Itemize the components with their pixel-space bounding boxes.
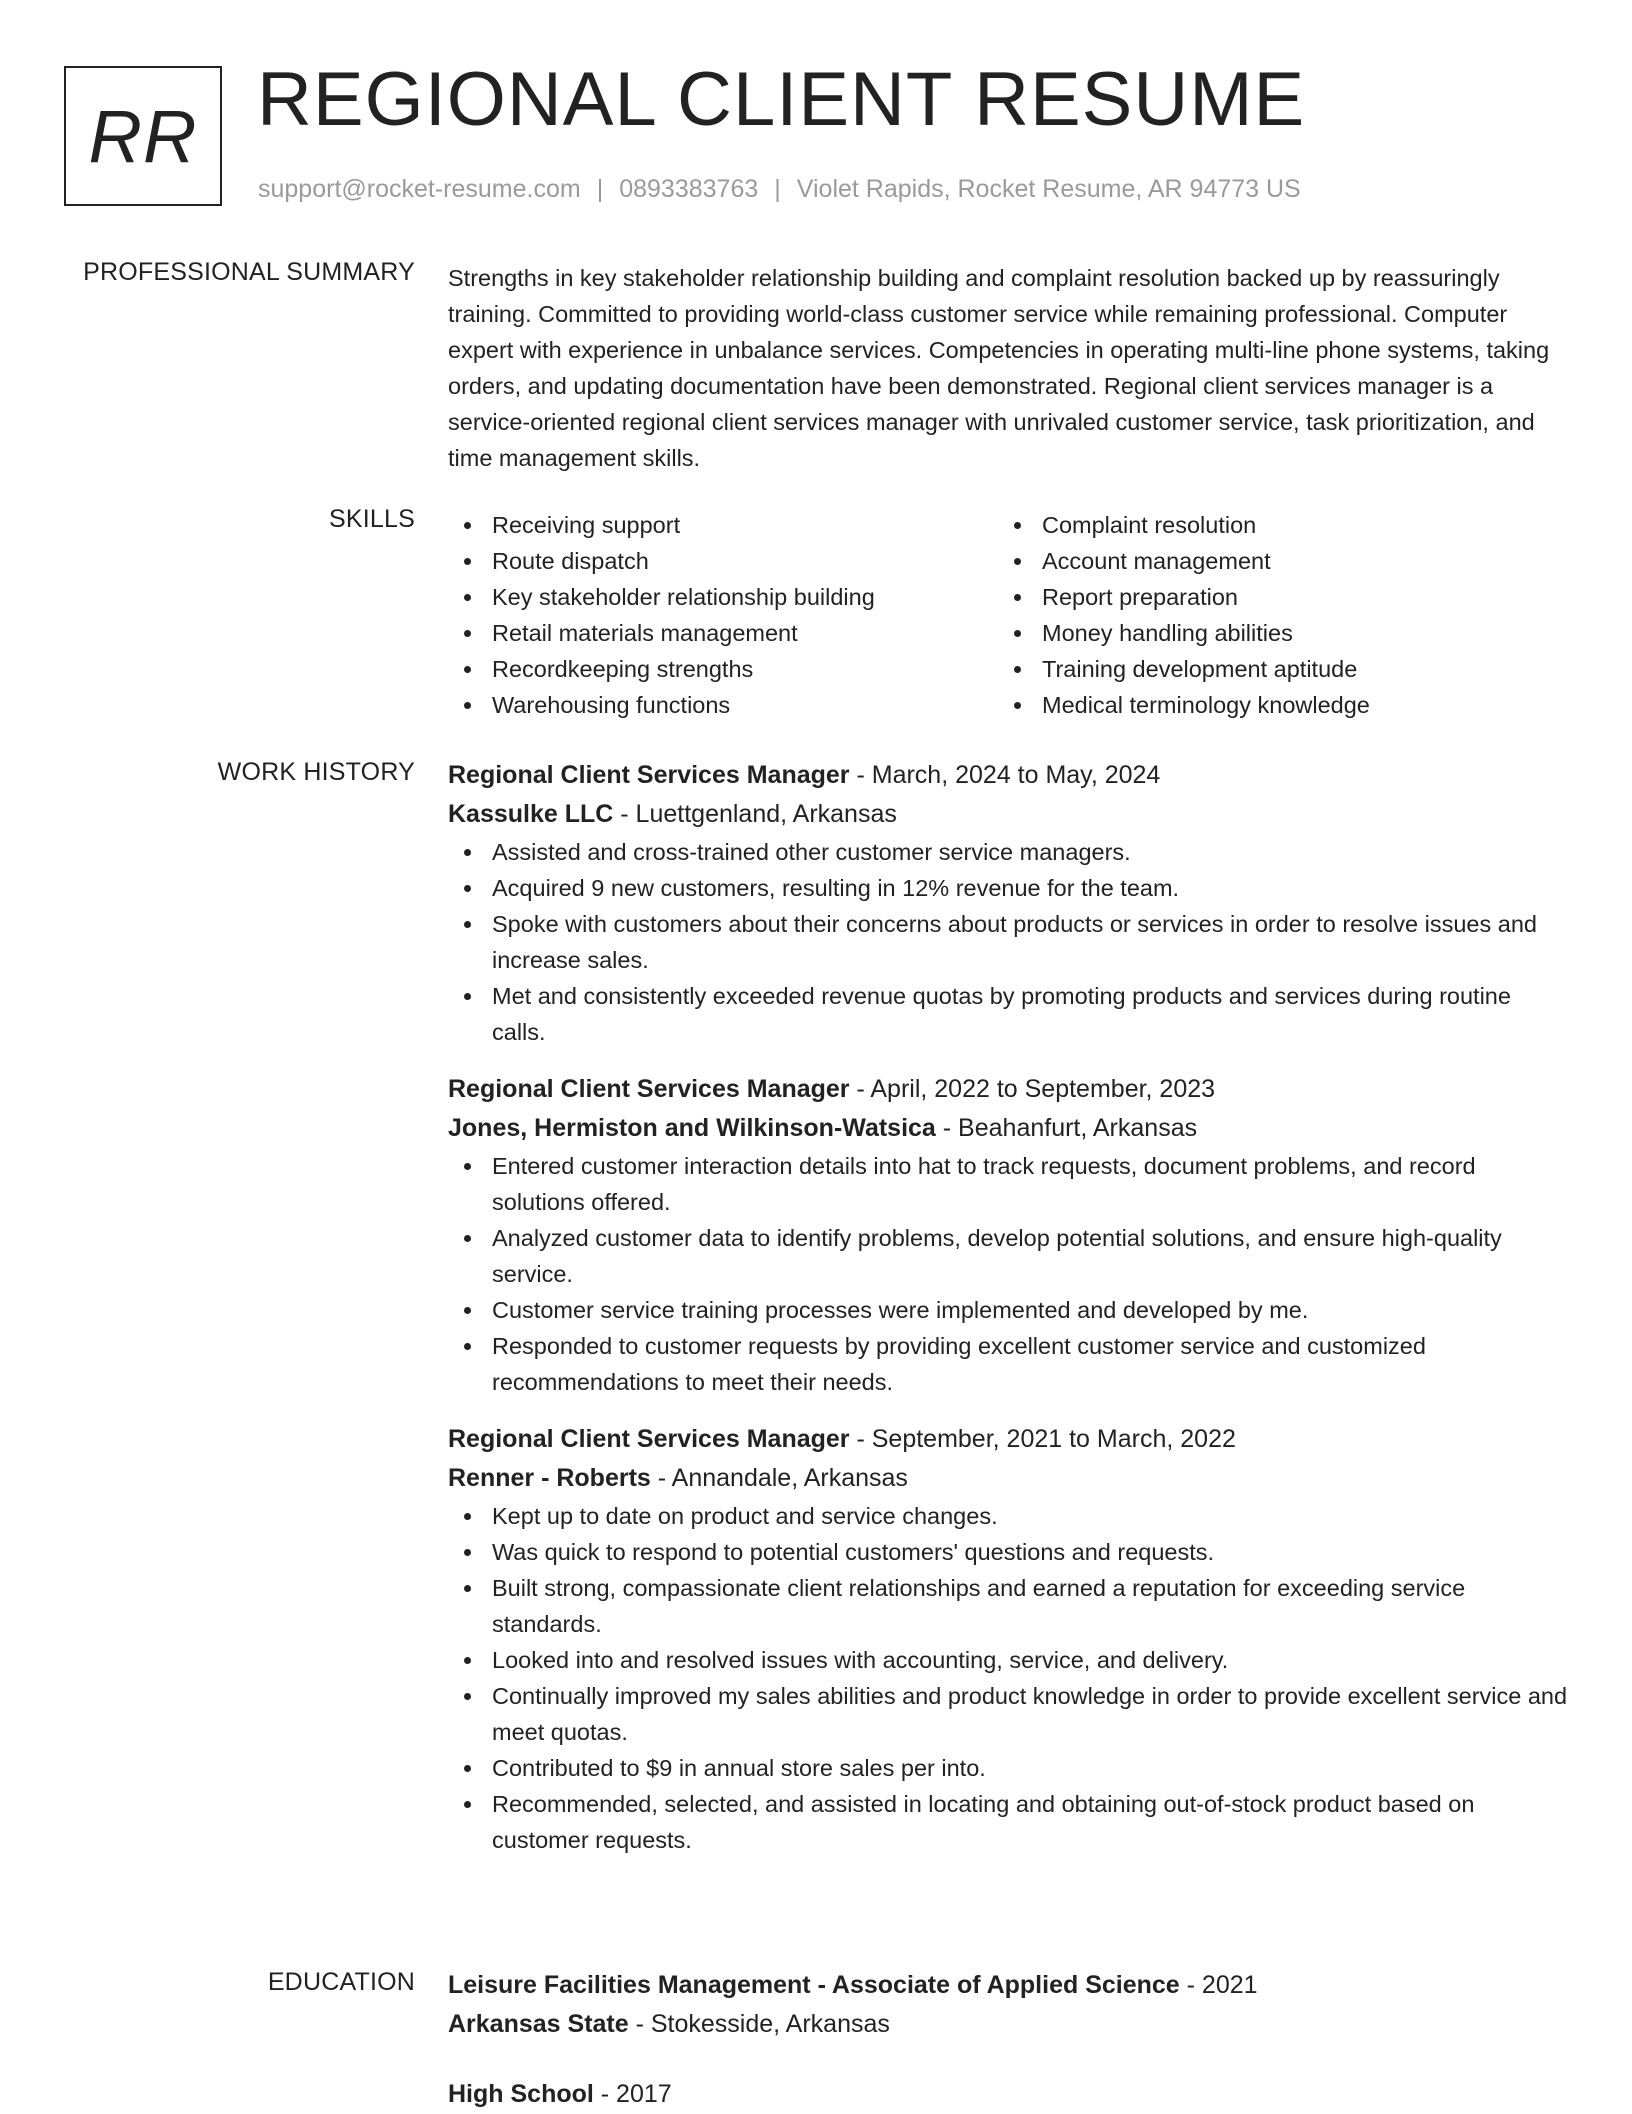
skills-list-left	[448, 507, 998, 723]
contact-address: Violet Rapids, Rocket Resume, AR 94773 US	[796, 175, 1301, 203]
education-school-line	[448, 2005, 1568, 2044]
job-title: Regional Client Services Manager	[448, 1425, 850, 1453]
job-dates: - September, 2021 to March, 2022	[849, 1425, 1236, 1453]
resume-title: REGIONAL CLIENT RESUME	[257, 57, 1306, 142]
job-entry	[448, 1420, 1568, 1858]
job-location: - Luettgenland, Arkansas	[613, 800, 897, 828]
job-company-line	[448, 1109, 1568, 1148]
job-company-line	[448, 795, 1568, 834]
job-bullet: Looked into and resolved issues with accounting, service, and delivery.	[492, 1642, 1568, 1678]
job-location: - Beahanfurt, Arkansas	[935, 1114, 1198, 1142]
job-bullet-list	[448, 834, 1568, 1050]
job-bullet: Built strong, compassionate client relationships and earned a reputation for exceeding service standards.	[492, 1570, 1568, 1642]
contact-email[interactable]: support@rocket-resume.com	[258, 175, 581, 203]
contact-separator: |	[774, 175, 781, 203]
education-entry	[448, 2075, 1568, 2114]
job-company-line	[448, 1459, 1568, 1498]
section-heading-skills: SKILLS	[329, 505, 415, 533]
job-entry	[448, 756, 1568, 1050]
skill-item: Receiving support	[492, 507, 998, 543]
job-company: Kassulke LLC	[448, 800, 614, 828]
monogram-logo: RR	[64, 66, 222, 206]
skills-list-right	[998, 507, 1548, 723]
skills-body	[448, 507, 1568, 723]
job-bullet: Assisted and cross-trained other customer service managers.	[492, 834, 1568, 870]
job-bullet: Met and consistently exceeded revenue quotas by promoting products and services during routine calls.	[492, 978, 1568, 1050]
section-heading-summary: PROFESSIONAL SUMMARY	[83, 258, 415, 286]
job-bullet: Recommended, selected, and assisted in locating and obtaining out-of-stock product based on customer requests.	[492, 1786, 1568, 1858]
job-location: - Annandale, Arkansas	[650, 1464, 908, 1492]
contact-separator: |	[596, 175, 604, 203]
education-school: Arkansas State	[448, 2010, 629, 2038]
summary-text: Strengths in key stakeholder relationship building and complaint resolution backed up by reassuringly training. Committed to providing world-class customer service while remaining professional. Computer expert with experience in unbalance services. Competencies in operating multi-line phone systems, taking orders, and updating documentation have been demonstrated. Regional client services manager is a service-oriented regional client services manager with unrivaled customer service, task prioritization, and time management skills.	[448, 265, 1550, 471]
skill-item: Route dispatch	[492, 543, 998, 579]
job-company: Jones, Hermiston and Wilkinson-Watsica	[448, 1114, 936, 1142]
skill-item: Key stakeholder relationship building	[492, 579, 998, 615]
job-bullet: Spoke with customers about their concerns about products or services in order to resolve issues and increase sales.	[492, 906, 1568, 978]
section-heading-education: EDUCATION	[267, 1968, 415, 1996]
job-title: Regional Client Services Manager	[448, 1075, 850, 1103]
job-company: Renner - Roberts	[448, 1464, 651, 1492]
job-bullet: Contributed to $9 in annual store sales per into.	[492, 1750, 1568, 1786]
skill-item: Account management	[1042, 543, 1548, 579]
contact-line	[258, 175, 1301, 204]
job-bullet-list	[448, 1498, 1568, 1858]
skill-item: Money handling abilities	[1042, 615, 1548, 651]
job-bullet-list	[448, 1148, 1568, 1400]
education-year: - 2021	[1179, 1971, 1258, 1999]
job-bullet: Analyzed customer data to identify problems, develop potential solutions, and ensure high-quality service.	[492, 1220, 1568, 1292]
job-bullet: Acquired 9 new customers, resulting in 12% revenue for the team.	[492, 870, 1568, 906]
job-title-line	[448, 1420, 1568, 1459]
job-title-line	[448, 756, 1568, 795]
skill-item: Medical terminology knowledge	[1042, 687, 1548, 723]
skill-item: Complaint resolution	[1042, 507, 1548, 543]
job-bullet: Customer service training processes were implemented and developed by me.	[492, 1292, 1568, 1328]
job-dates: - March, 2024 to May, 2024	[849, 761, 1161, 789]
job-bullet: Entered customer interaction details into hat to track requests, document problems, and record solutions offered.	[492, 1148, 1568, 1220]
skill-item: Recordkeeping strengths	[492, 651, 998, 687]
work-history-body	[448, 756, 1568, 1878]
education-degree-line	[448, 1966, 1568, 2005]
summary-body	[448, 260, 1568, 476]
job-entry	[448, 1070, 1568, 1400]
education-body	[448, 1966, 1568, 2114]
education-degree: Leisure Facilities Management - Associate of Applied Science	[448, 1971, 1180, 1999]
education-location: - Stokesside, Arkansas	[628, 2010, 890, 2038]
job-bullet: Was quick to respond to potential customers' questions and requests.	[492, 1534, 1568, 1570]
education-degree: High School	[448, 2080, 594, 2108]
contact-phone[interactable]: 0893383763	[619, 175, 759, 203]
skill-item: Retail materials management	[492, 615, 998, 651]
job-title: Regional Client Services Manager	[448, 761, 850, 789]
skill-item: Training development aptitude	[1042, 651, 1548, 687]
job-bullet: Responded to customer requests by providing excellent customer service and customized recommendations to meet their needs.	[492, 1328, 1568, 1400]
job-bullet: Kept up to date on product and service changes.	[492, 1498, 1568, 1534]
education-year: - 2017	[593, 2080, 672, 2108]
education-entry	[448, 1966, 1568, 2044]
job-bullet: Continually improved my sales abilities and product knowledge in order to provide excellent service and meet quotas.	[492, 1678, 1568, 1750]
job-title-line	[448, 1070, 1568, 1109]
education-degree-line	[448, 2075, 1568, 2114]
job-dates: - April, 2022 to September, 2023	[849, 1075, 1216, 1103]
skill-item: Report preparation	[1042, 579, 1548, 615]
skill-item: Warehousing functions	[492, 687, 998, 723]
section-heading-work-history: WORK HISTORY	[217, 758, 415, 786]
